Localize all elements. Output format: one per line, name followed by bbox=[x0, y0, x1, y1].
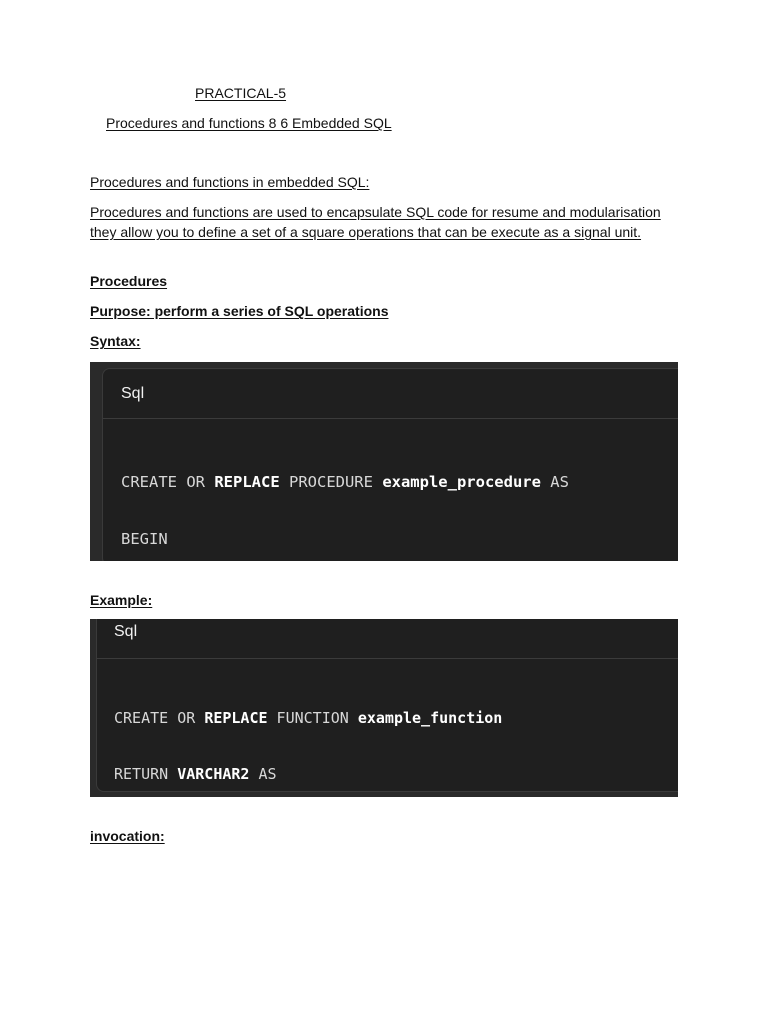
code-token: VARCHAR2 bbox=[177, 765, 250, 783]
code-content bbox=[103, 419, 678, 561]
code-token: PROCEDURE bbox=[279, 473, 383, 491]
code-block-syntax bbox=[90, 362, 678, 561]
example-label: Example: bbox=[90, 592, 153, 608]
code-line bbox=[114, 708, 678, 728]
code-token: AS bbox=[540, 473, 569, 491]
page-title: PRACTICAL-5 bbox=[195, 85, 287, 101]
code-language-label: Sql bbox=[103, 369, 678, 419]
code-block-example bbox=[90, 619, 678, 797]
page-subtitle: Procedures and functions 8 6 Embedded SQL bbox=[106, 115, 392, 131]
code-token: REPLACE bbox=[204, 709, 268, 727]
purpose-text: Purpose: perform a series of SQL operations bbox=[90, 303, 389, 319]
code-token: example_function bbox=[357, 709, 503, 727]
code-token: example_procedure bbox=[382, 473, 541, 491]
code-panel bbox=[102, 368, 678, 561]
syntax-label: Syntax: bbox=[90, 333, 141, 349]
code-token: CREATE OR bbox=[121, 473, 215, 491]
code-token: FUNCTION bbox=[267, 709, 358, 727]
intro-heading: Procedures and functions in embedded SQL: bbox=[90, 174, 370, 190]
code-panel bbox=[96, 619, 678, 792]
code-token: AS bbox=[249, 765, 277, 783]
code-line bbox=[121, 472, 678, 493]
code-token: REPLACE bbox=[214, 473, 280, 491]
code-language-label: Sql bbox=[97, 619, 678, 659]
invocation-label: invocation: bbox=[90, 828, 165, 844]
code-token: CREATE OR bbox=[114, 709, 205, 727]
intro-paragraph: Procedures and functions are used to encapsulate SQL code for resume and modularisation they allow you to define a set of a square operations that can be execute as a signal unit. bbox=[90, 204, 661, 240]
procedures-heading: Procedures bbox=[90, 273, 168, 289]
code-token: RETURN bbox=[114, 765, 178, 783]
code-line: BEGIN bbox=[121, 530, 168, 548]
code-line bbox=[114, 764, 678, 784]
code-content bbox=[97, 659, 678, 792]
